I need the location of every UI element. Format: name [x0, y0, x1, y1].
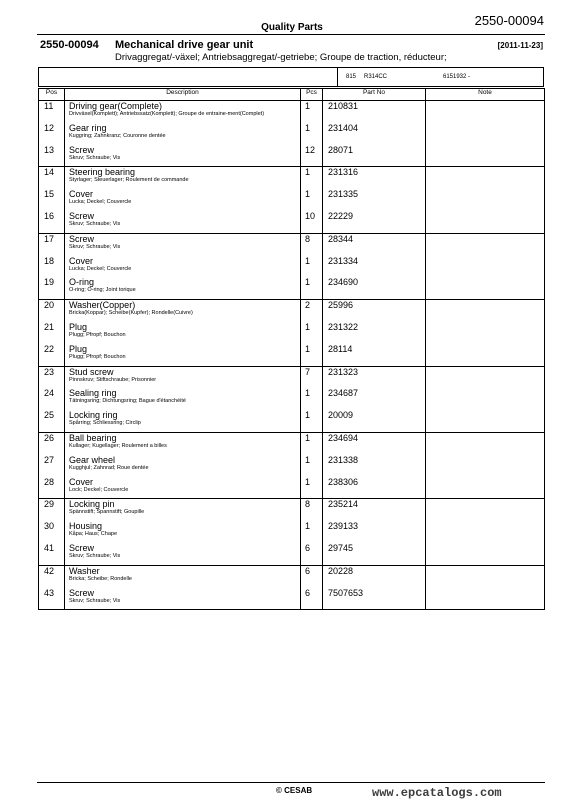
row-description [65, 277, 301, 299]
row-description [65, 543, 301, 565]
row-description-name: Screw [69, 233, 95, 244]
row-pcs: 6 [301, 565, 323, 587]
row-pcs: 6 [301, 588, 323, 610]
row-description-name: Screw [69, 542, 95, 553]
row-pcs: 1 [301, 256, 323, 278]
row-part-no: 20009 [323, 410, 426, 432]
row-part-no: 235214 [323, 499, 426, 521]
row-description-translations: Skruv; Schraube; Vis [69, 597, 121, 604]
row-description [65, 499, 301, 521]
header-code: 2550-00094 [474, 13, 544, 28]
row-description-translations: Lucka; Deckel; Couvercle [69, 199, 132, 206]
row-description [65, 432, 301, 454]
row-description-name: O-ring [69, 277, 95, 288]
table-row [39, 300, 545, 322]
row-pcs: 1 [301, 123, 323, 145]
row-part-no: 210831 [323, 101, 426, 123]
table-row [39, 101, 545, 123]
assembly-title: Mechanical drive gear unit [115, 39, 254, 51]
assembly-date: [2011-11-23] [497, 41, 543, 50]
row-pos: 12 [39, 123, 65, 145]
row-pos: 24 [39, 388, 65, 410]
row-description-name: Locking pin [69, 499, 115, 510]
row-note [426, 410, 545, 432]
row-part-no: 234687 [323, 388, 426, 410]
row-part-no: 234694 [323, 432, 426, 454]
row-description-translations: Kullager; Kugellager; Roulement a billes [69, 442, 167, 449]
row-note [426, 388, 545, 410]
table-row [39, 233, 545, 255]
cesab-logo: © CESAB [276, 786, 313, 795]
table-row [39, 277, 545, 299]
row-pos: 21 [39, 322, 65, 344]
row-pos: 25 [39, 410, 65, 432]
row-description [65, 521, 301, 543]
row-pos: 23 [39, 366, 65, 388]
row-note [426, 455, 545, 477]
row-pcs: 1 [301, 388, 323, 410]
header-section-title: Quality Parts [261, 22, 323, 33]
row-description-translations: Bricka(Koppar); Scheibe(Kupfer); Rondelle(Cuivre) [69, 310, 193, 317]
row-note [426, 432, 545, 454]
row-note [426, 211, 545, 233]
row-description-translations: Lock; Deckel; Couvercle [69, 486, 129, 493]
row-pos: 42 [39, 565, 65, 587]
table-row [39, 189, 545, 211]
row-description-name: Cover [69, 255, 94, 266]
row-description-name: Stud screw [69, 366, 114, 377]
row-pos: 18 [39, 256, 65, 278]
row-part-no: 7507653 [323, 588, 426, 610]
row-pos: 29 [39, 499, 65, 521]
row-description-translations: Skruv; Schraube; Vis [69, 552, 121, 559]
row-note [426, 477, 545, 499]
row-description-translations: Skruv; Schraube; Vis [69, 220, 121, 227]
row-pcs: 1 [301, 189, 323, 211]
table-row [39, 167, 545, 189]
row-description-name: Locking ring [69, 410, 118, 421]
row-description-translations: Plugg; Pfropf; Bouchon [69, 353, 126, 360]
col-header-part-no: Part No [323, 89, 426, 101]
row-pos: 20 [39, 300, 65, 322]
assembly-code: 2550-00094 [40, 39, 99, 51]
footer-divider [37, 782, 545, 783]
row-description-translations: Lucka; Deckel; Couvercle [69, 265, 132, 272]
row-description-translations: Spännstift; Spannstift; Goupille [69, 509, 145, 516]
row-pos: 43 [39, 588, 65, 610]
row-note [426, 256, 545, 278]
row-description-name: Sealing ring [69, 388, 117, 399]
row-part-no: 28344 [323, 233, 426, 255]
row-pos: 41 [39, 543, 65, 565]
row-part-no: 231322 [323, 322, 426, 344]
row-pcs: 10 [301, 211, 323, 233]
table-row [39, 256, 545, 278]
table-row [39, 588, 545, 610]
row-description [65, 101, 301, 123]
row-note [426, 543, 545, 565]
row-description-translations: Kugghjul; Zahnrad; Roue dentée [69, 464, 149, 471]
table-row [39, 543, 545, 565]
row-description [65, 145, 301, 167]
table-row [39, 521, 545, 543]
row-description-translations: Spårring; Schliessring; Circlip [69, 420, 141, 427]
parts-table-body [39, 101, 545, 610]
row-description-name: Ball bearing [69, 432, 117, 443]
row-part-no: 238306 [323, 477, 426, 499]
row-description-translations: Skruv; Schraube; Vis [69, 243, 121, 250]
row-pos: 26 [39, 432, 65, 454]
row-description-translations: Skruv; Schraube; Vis [69, 154, 121, 161]
table-row [39, 565, 545, 587]
row-note [426, 189, 545, 211]
row-pcs: 1 [301, 521, 323, 543]
row-pos: 30 [39, 521, 65, 543]
parts-table [38, 88, 545, 610]
row-description-name: Washer(Copper) [69, 300, 136, 311]
row-description-translations: Tätningsring; Dichtungsring; Bague d'étanchéité [69, 398, 186, 405]
row-description-name: Cover [69, 189, 94, 200]
parts-table-header [39, 89, 545, 101]
row-description-translations: Drivväxel(Komplett); Antriebssatz(Komplett); Groupe de entraine-ment(Complet) [69, 111, 265, 117]
row-description-name: Screw [69, 587, 95, 598]
row-description-name: Housing [69, 521, 103, 532]
table-row [39, 432, 545, 454]
row-description-translations: O-ring; O-ring; Joint torique [69, 287, 136, 294]
row-pos: 15 [39, 189, 65, 211]
row-pos: 13 [39, 145, 65, 167]
model-number: 815 [346, 74, 357, 80]
row-note [426, 101, 545, 123]
row-note [426, 167, 545, 189]
row-description [65, 410, 301, 432]
row-description-translations: Bricka; Scheibe; Rondelle [69, 575, 132, 582]
row-part-no: 231335 [323, 189, 426, 211]
assembly-subtitle: Drivaggregat/-växel; Antriebsaggregat/-getriebe; Groupe de traction, réducteur; [115, 52, 447, 63]
row-description-name: Driving gear(Complete) [69, 101, 163, 111]
row-pcs: 6 [301, 543, 323, 565]
model-info-box [38, 67, 544, 87]
row-description-name: Plug [69, 343, 88, 354]
row-part-no: 29745 [323, 543, 426, 565]
row-pcs: 7 [301, 366, 323, 388]
row-note [426, 344, 545, 366]
row-description-translations: Plugg; Pfropf; Bouchon [69, 331, 126, 338]
row-description-translations: Kuggring; Zahnkranz; Couronne dentée [69, 132, 166, 139]
row-description-name: Washer [69, 565, 100, 576]
row-pos: 19 [39, 277, 65, 299]
row-description [65, 211, 301, 233]
row-description-name: Cover [69, 476, 94, 487]
row-description [65, 300, 301, 322]
row-description [65, 366, 301, 388]
row-pcs: 1 [301, 322, 323, 344]
row-pcs: 1 [301, 410, 323, 432]
row-description [65, 455, 301, 477]
row-pcs: 2 [301, 300, 323, 322]
row-part-no: 231404 [323, 123, 426, 145]
table-row [39, 145, 545, 167]
table-row [39, 366, 545, 388]
row-description [65, 167, 301, 189]
row-note [426, 277, 545, 299]
row-description-name: Screw [69, 144, 95, 155]
table-row [39, 455, 545, 477]
row-description [65, 477, 301, 499]
row-description-name: Gear ring [69, 122, 107, 133]
row-description-name: Gear wheel [69, 454, 116, 465]
row-note [426, 565, 545, 587]
row-pos: 28 [39, 477, 65, 499]
row-pcs: 8 [301, 233, 323, 255]
table-row [39, 477, 545, 499]
row-pcs: 1 [301, 432, 323, 454]
header-divider [37, 34, 545, 35]
model-name: R314CC [364, 74, 388, 80]
col-header-pos: Pos [39, 89, 65, 101]
row-pcs: 1 [301, 455, 323, 477]
row-note [426, 123, 545, 145]
row-pos: 14 [39, 167, 65, 189]
row-pos: 16 [39, 211, 65, 233]
row-part-no: 231334 [323, 256, 426, 278]
row-note [426, 499, 545, 521]
row-pcs: 1 [301, 477, 323, 499]
row-note [426, 145, 545, 167]
row-description [65, 388, 301, 410]
row-description-translations: Kåpa; Haus; Chape [69, 531, 118, 538]
table-row [39, 123, 545, 145]
row-part-no: 22229 [323, 211, 426, 233]
table-row [39, 344, 545, 366]
row-description [65, 344, 301, 366]
row-note [426, 521, 545, 543]
row-description-name: Screw [69, 210, 95, 221]
row-pcs: 1 [301, 277, 323, 299]
table-row [39, 499, 545, 521]
row-pcs: 12 [301, 145, 323, 167]
row-note [426, 233, 545, 255]
row-part-no: 20228 [323, 565, 426, 587]
row-part-no: 231316 [323, 167, 426, 189]
row-note [426, 322, 545, 344]
footer-url: www.epcatalogs.com [372, 786, 502, 800]
row-pcs: 8 [301, 499, 323, 521]
row-part-no: 25996 [323, 300, 426, 322]
table-row [39, 388, 545, 410]
table-row [39, 211, 545, 233]
row-pos: 17 [39, 233, 65, 255]
row-part-no: 231323 [323, 366, 426, 388]
row-part-no: 234690 [323, 277, 426, 299]
row-description-translations: Pinnskruv; Stiftschraube; Prisonnier [69, 376, 157, 383]
row-description-name: Steering bearing [69, 167, 136, 178]
row-description [65, 189, 301, 211]
col-header-pcs: Pcs [301, 89, 323, 101]
row-description [65, 565, 301, 587]
row-pcs: 1 [301, 344, 323, 366]
row-pcs: 1 [301, 167, 323, 189]
row-pcs: 1 [301, 101, 323, 123]
table-row [39, 410, 545, 432]
row-description [65, 256, 301, 278]
row-note [426, 366, 545, 388]
col-header-note: Note [426, 89, 545, 101]
col-header-description: Description [65, 89, 301, 101]
row-description-name: Plug [69, 321, 88, 332]
table-row [39, 322, 545, 344]
model-info-cell [337, 68, 545, 86]
serial-range: 6151932 - [443, 74, 471, 80]
row-description [65, 233, 301, 255]
row-pos: 27 [39, 455, 65, 477]
row-description [65, 322, 301, 344]
row-pos: 11 [39, 101, 65, 123]
row-part-no: 239133 [323, 521, 426, 543]
row-part-no: 231338 [323, 455, 426, 477]
row-part-no: 28114 [323, 344, 426, 366]
row-note [426, 300, 545, 322]
row-description [65, 588, 301, 610]
row-note [426, 588, 545, 610]
row-description-translations: Styrlager; Steuerlager; Roulement de commande [69, 177, 189, 184]
row-part-no: 28071 [323, 145, 426, 167]
row-description [65, 123, 301, 145]
row-pos: 22 [39, 344, 65, 366]
